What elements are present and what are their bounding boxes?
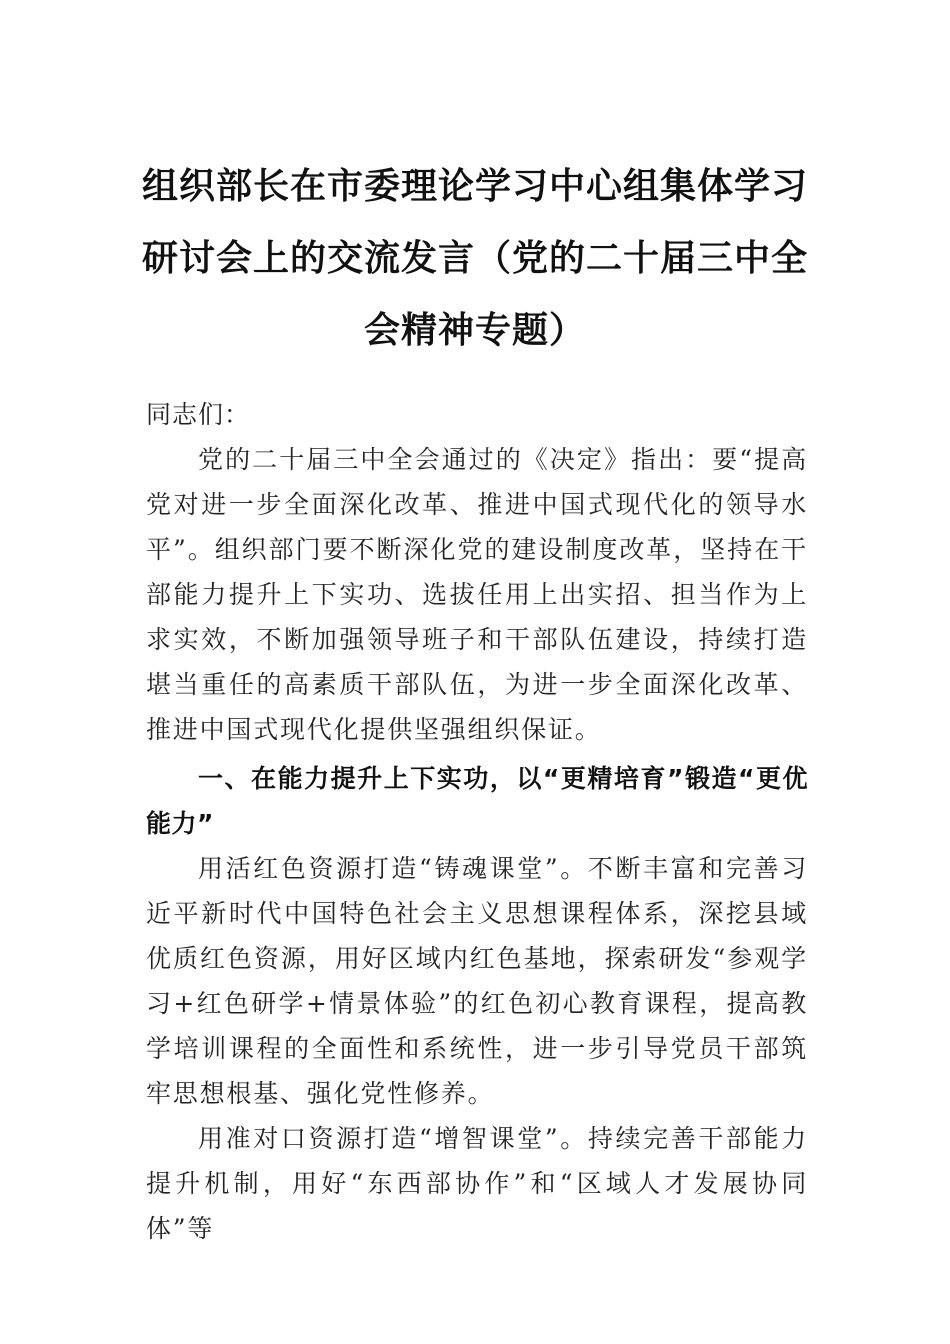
section-paragraph: 用活红色资源打造“铸魂课堂”。不断丰富和完善习近平新时代中国特色社会主义思想课程体系，深挖县域优质红色资源，用好区域内红色基地，探索研发“参观学习+红色研学+情景体验”的红色初心教育课程，提高教学培训课程的全面性和系统性，进一步引导党员干部筑牢思想根基、强化党性修养。 [146,854,808,1108]
section-paragraph: 用准对口资源打造“增智课堂”。持续完善干部能力提升机制，用好“东西部协作”和“区域人才发展协同体”等 [146,1124,808,1243]
salutation: 同志们： [146,400,251,429]
document-body [146,392,808,1251]
section-heading: 一、在能力提升上下实功，以“更精培育”锻造“更优能力” [146,764,808,838]
intro-paragraph: 党的二十届三中全会通过的《决定》指出：要“提高党对进一步全面深化改革、推进中国式现代化的领导水平”。组织部门要不断深化党的建设制度改革，坚持在干部能力提升上下实功、选拔任用上出实招、担当作为上求实效，不断加强领导班子和干部队伍建设，持续打造堪当重任的高素质干部队伍，为进一步全面深化改革、推进中国式现代化提供坚强组织保证。 [146,445,808,744]
document-title: 组织部长在市委理论学习中心组集体学习研讨会上的交流发言（党的二十届三中全会精神专题） [141,165,808,351]
